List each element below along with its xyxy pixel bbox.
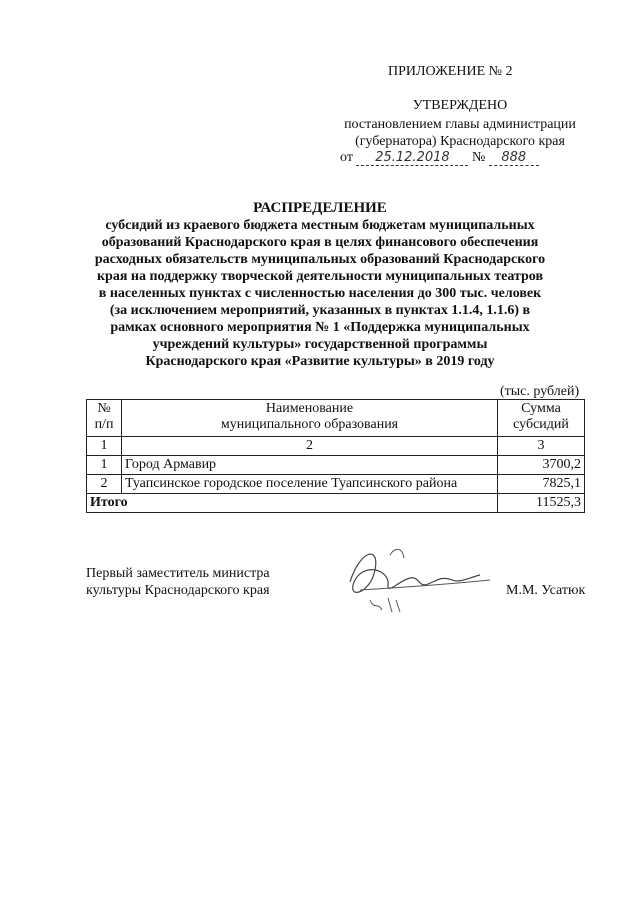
- table-index-row: [87, 437, 585, 456]
- header-num-line1: №: [97, 401, 111, 416]
- row-sum: 7825,1: [498, 475, 585, 494]
- distribution-table: [86, 399, 585, 513]
- approved-line-1: постановлением главы администрации: [344, 117, 576, 132]
- number-prefix: №: [471, 150, 486, 165]
- row-num: 1: [87, 456, 122, 475]
- header-name-line1: Наименование: [265, 401, 354, 416]
- date-number-line: [340, 150, 539, 166]
- title-line: учреждений культуры» государственной программы: [152, 337, 488, 352]
- title-line: субсидий из краевого бюджета местным бюджетам муниципальных: [105, 218, 535, 233]
- title-line: Краснодарского края «Развитие культуры» в 2019 году: [145, 354, 495, 369]
- signatory-name: М.М. Усатюк: [506, 583, 586, 598]
- index-cell: 1: [87, 437, 122, 456]
- header-num: [87, 400, 122, 437]
- index-cell: 2: [122, 437, 498, 456]
- date-value: 25.12.2018: [356, 150, 468, 166]
- row-name: Город Армавир: [122, 456, 498, 475]
- header-num-line2: п/п: [94, 417, 114, 432]
- date-prefix: от: [340, 150, 353, 165]
- position-line-2: культуры Краснодарского края: [86, 583, 270, 598]
- signatory-position: [86, 565, 270, 599]
- row-sum: 3700,2: [498, 456, 585, 475]
- index-cell: 3: [498, 437, 585, 456]
- title-line: в населенных пунктах с численностью населения до 300 тыс. человек: [98, 286, 542, 301]
- total-label: Итого: [87, 494, 498, 513]
- table-total-row: [87, 494, 585, 513]
- row-num: 2: [87, 475, 122, 494]
- header-sum: [498, 400, 585, 437]
- title-heading: РАСПРЕДЕЛЕНИЕ: [253, 200, 387, 216]
- table-header-row: [87, 400, 585, 437]
- approved-heading: УТВЕРЖДЕНО: [412, 98, 508, 113]
- title-line: (за исключением мероприятий, указанных в пунктах 1.1.4, 1.1.6) в: [109, 303, 531, 318]
- appendix-label: ПРИЛОЖЕНИЕ № 2: [388, 64, 513, 79]
- number-value: 888: [489, 150, 539, 166]
- title-line: расходных обязательств муниципальных образований Краснодарского: [94, 252, 546, 267]
- header-name-line2: муниципального образования: [220, 417, 399, 432]
- units-label: (тыс. рублей): [500, 384, 580, 399]
- document-title: [60, 200, 580, 370]
- table-row: [87, 456, 585, 475]
- header-sum-line2: субсидий: [513, 417, 569, 432]
- table-row: [87, 475, 585, 494]
- title-line: образований Краснодарского края в целях финансового обеспечения: [101, 235, 539, 250]
- title-line: рамках основного мероприятия № 1 «Поддержка муниципальных: [110, 320, 530, 335]
- title-line: края на поддержку творческой деятельности муниципальных театров: [96, 269, 544, 284]
- header-name: [122, 400, 498, 437]
- row-name: Туапсинское городское поселение Туапсинского района: [122, 475, 498, 494]
- handwritten-signature: [330, 540, 500, 620]
- header-sum-line1: Сумма: [521, 401, 561, 416]
- approval-block: [330, 97, 590, 150]
- approved-line-2: (губернатора) Краснодарского края: [355, 134, 565, 149]
- total-sum: 11525,3: [498, 494, 585, 513]
- position-line-1: Первый заместитель министра: [86, 566, 270, 581]
